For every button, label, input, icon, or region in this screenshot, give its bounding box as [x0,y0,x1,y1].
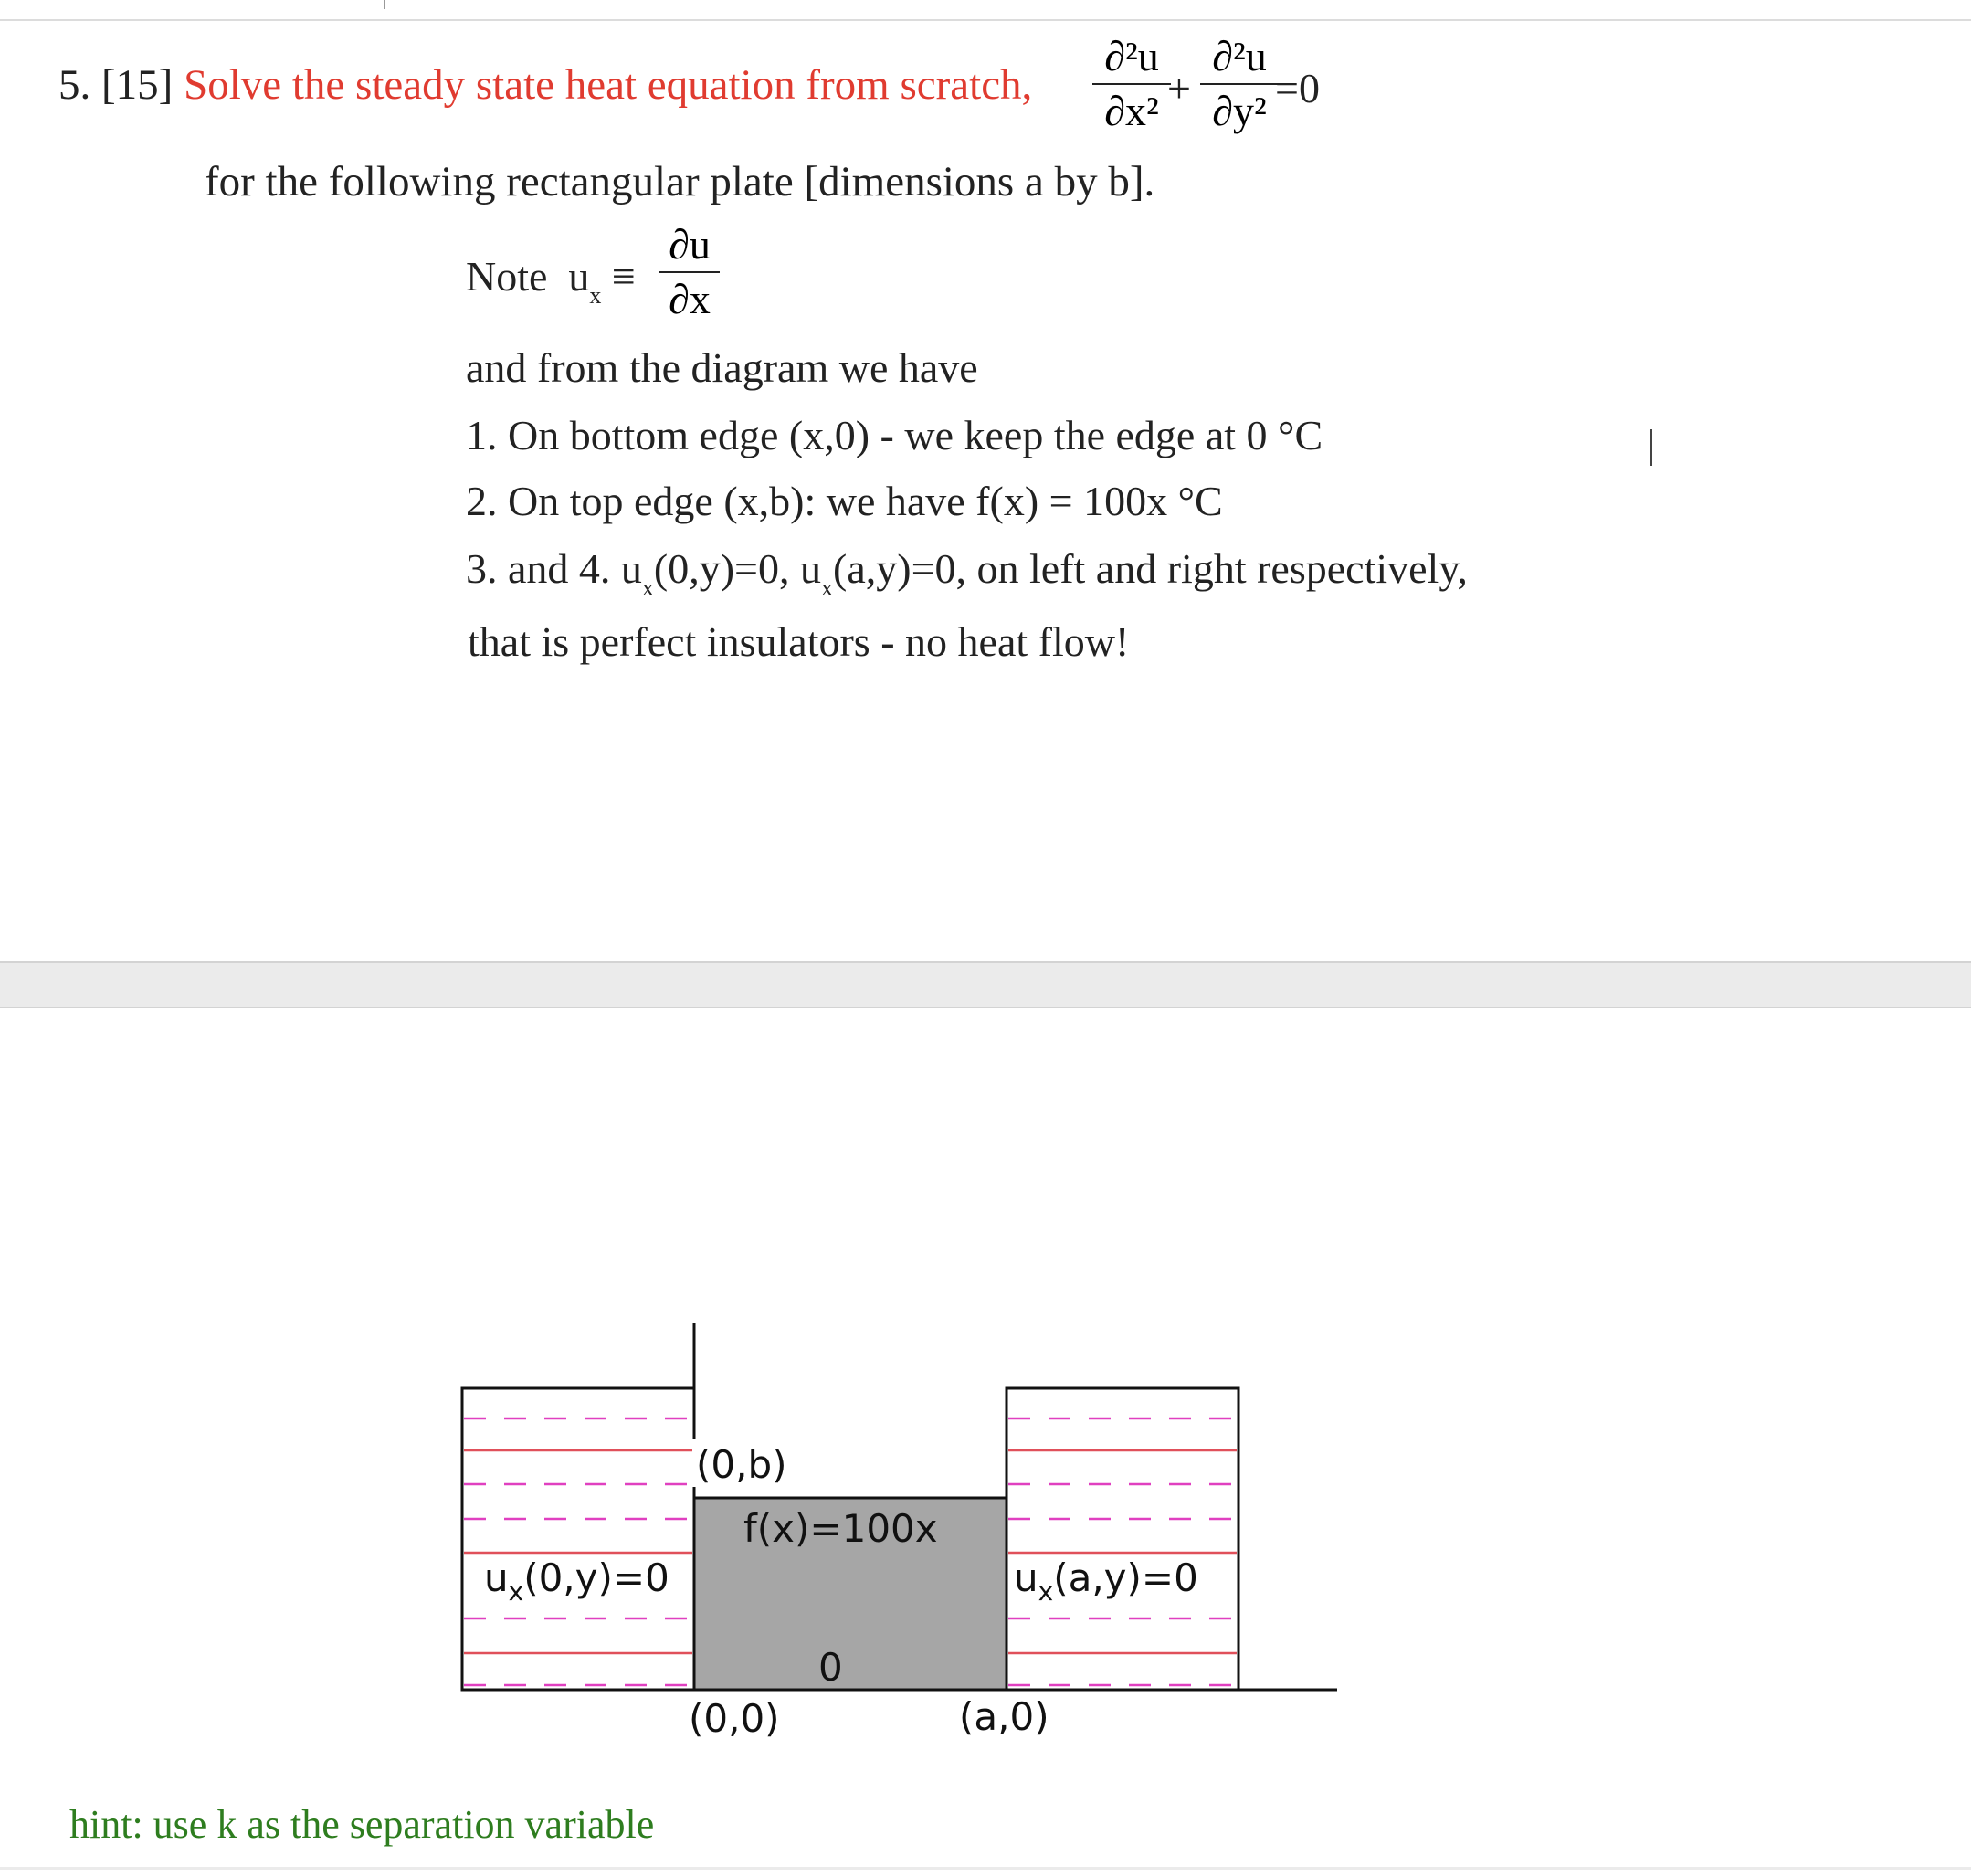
problem-statement: Solve the steady state heat equation from scratch, [184,61,1033,109]
eq-equals-zero: =0 [1275,65,1320,111]
right-insulator-box [1007,1388,1238,1690]
label-0b: (0,b) [696,1442,787,1487]
label-right-bc: $u_x(a,y)=0$ [1014,1555,1198,1607]
condition-1: 1. On bottom edge (x,0) - we keep the edge at 0 °C [466,412,1323,458]
left-insulator-box [462,1388,694,1690]
label-fx: f(x)=100x [743,1506,938,1551]
hint: hint: use k as the separation variable [69,1802,655,1847]
bottom-divider [0,1867,1971,1870]
eq-num-left: ∂²u [1104,33,1159,79]
note-num: ∂u [669,221,711,268]
problem-number: 5. [15] [58,61,174,109]
condition-3-continued: that is perfect insulators - no heat flow! [468,618,1130,665]
eq-den-left: ∂x² [1104,88,1159,134]
condition-3: 3. and 4. $u_x(0,y)=0$, $u_x(a,y)=0$, on left and right respectively, [466,545,1468,601]
note-lhs: u [568,253,590,300]
problem-line-2: for the following rectangular plate [dimensions a by b]. [205,158,1155,206]
diagram-intro: and from the diagram we have [466,344,978,391]
note-den: ∂x [669,276,711,322]
label-left-bc: $u_x(0,y)=0$ [484,1555,669,1607]
condition-2: 2. On top edge (x,b): we have f(x) = 100x °C [466,478,1223,524]
label-a0: (a,0) [959,1694,1049,1739]
label-bottom-zero: 0 [818,1645,843,1690]
eq-den-right: ∂y² [1212,88,1267,134]
note-label: Note $u_x$ ≡ [466,253,636,309]
label-00: (0,0) [689,1696,780,1741]
eq-plus: + [1167,65,1191,111]
note-equiv: ≡ [611,253,636,300]
eq-num-right: ∂²u [1212,33,1267,79]
